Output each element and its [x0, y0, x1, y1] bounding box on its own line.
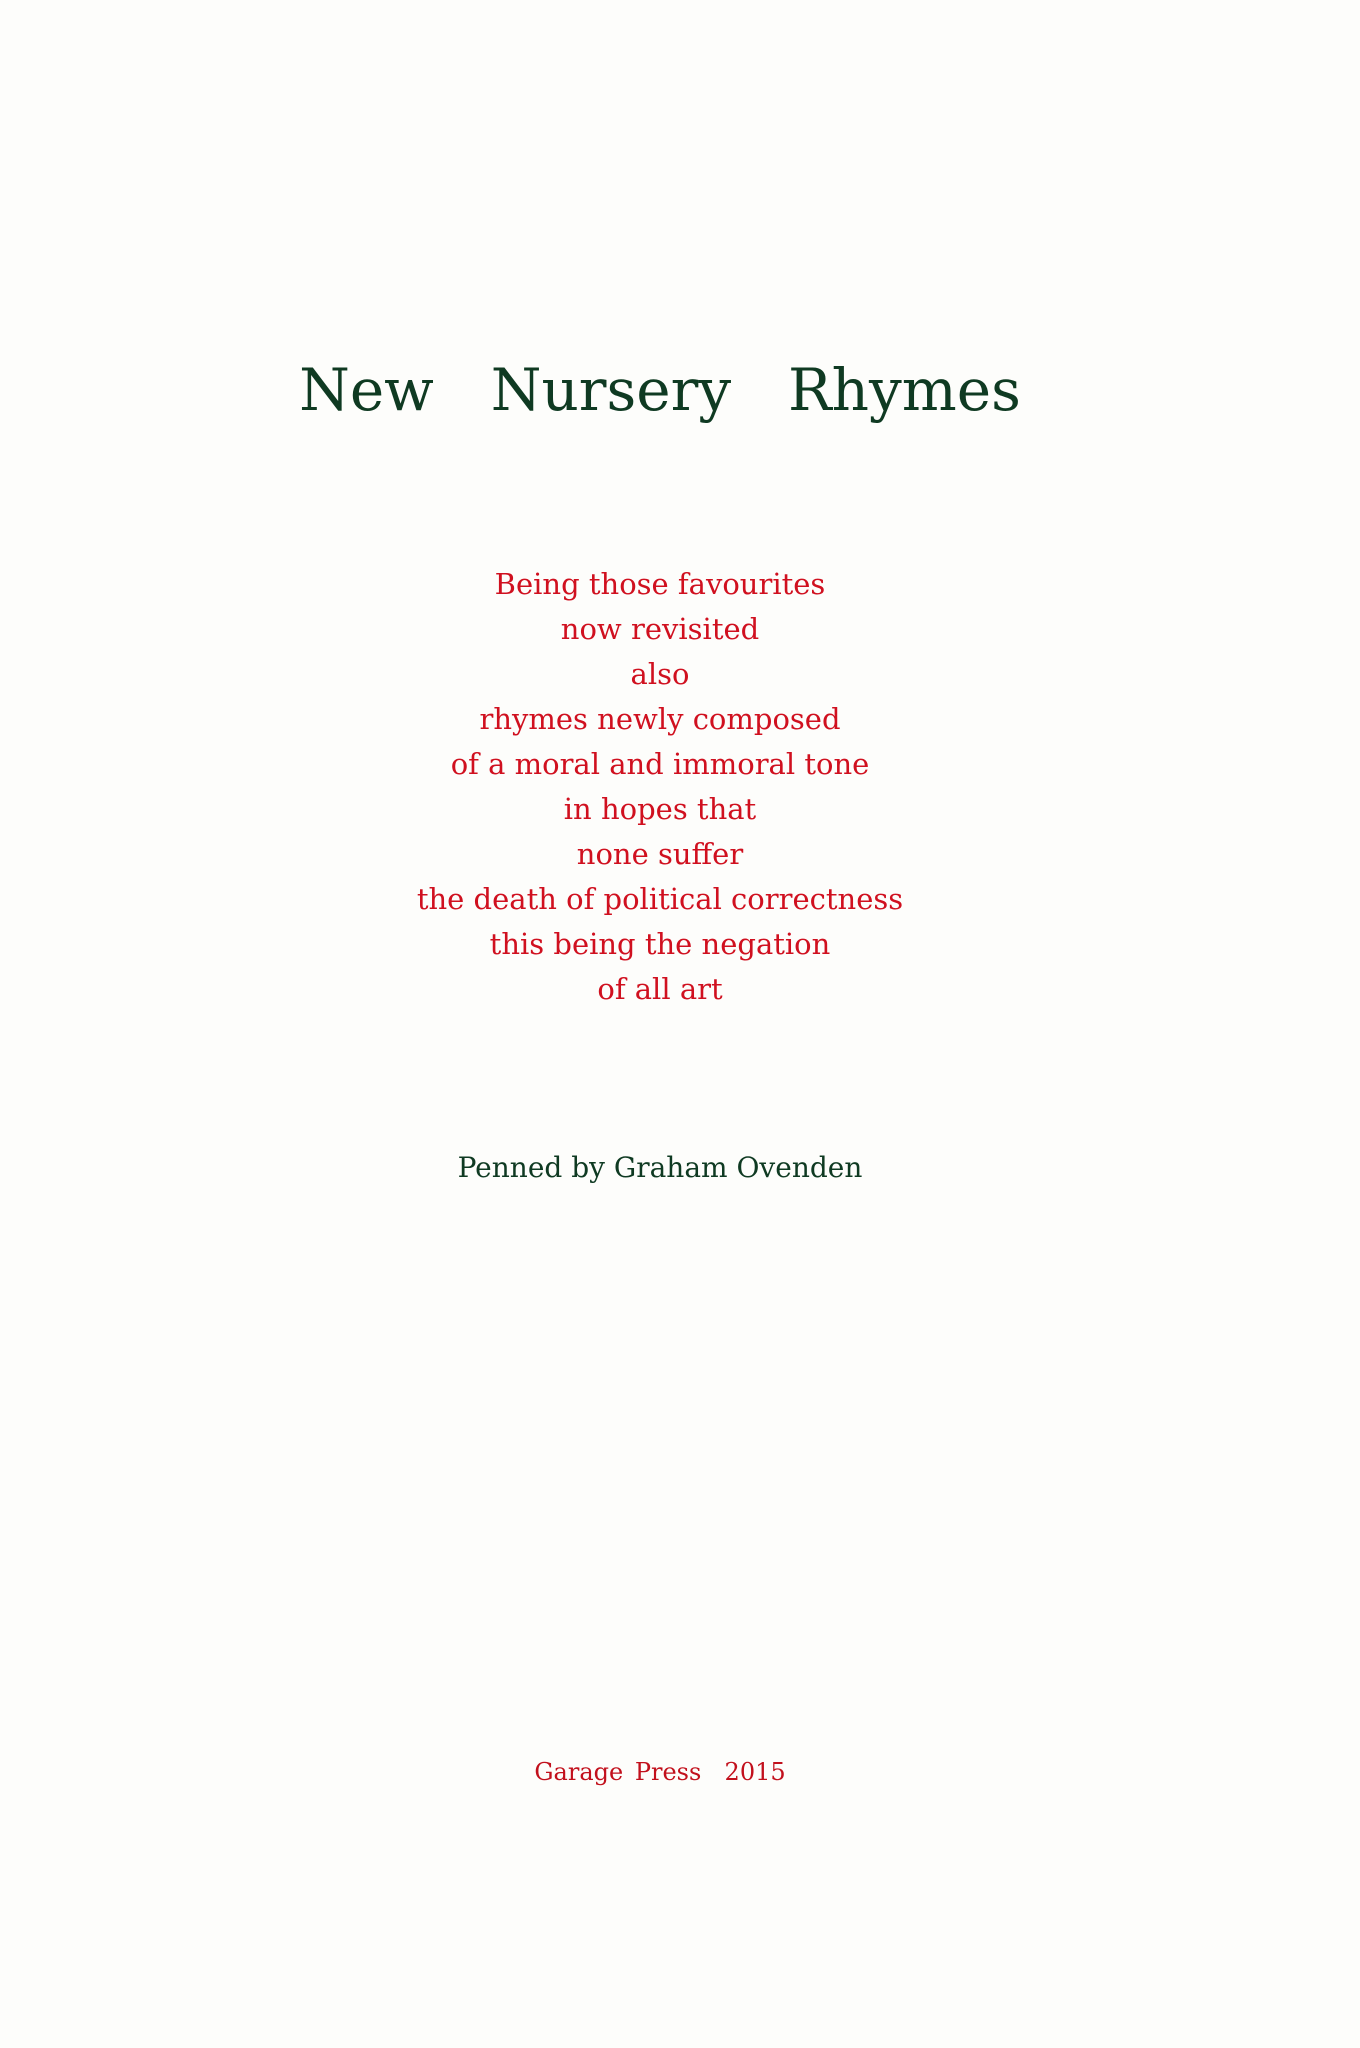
subtitle-verse [0, 562, 1320, 1012]
book-title: New Nursery Rhymes [299, 356, 1021, 424]
subtitle-line: of all art [597, 972, 723, 1006]
subtitle-line: the death of political correctness [416, 882, 904, 916]
subtitle-line: also [630, 657, 690, 691]
subtitle-line: none suffer [576, 837, 744, 871]
subtitle-line: Being those favourites [494, 567, 826, 601]
subtitle-line: now revisited [560, 612, 760, 646]
subtitle-line: of a moral and immoral tone [450, 747, 870, 781]
subtitle-line: rhymes newly composed [479, 702, 841, 736]
author-credit: Penned by Graham Ovenden [457, 1151, 863, 1184]
subtitle-line: in hopes that [563, 792, 757, 826]
subtitle-line: this being the negation [489, 927, 831, 961]
publisher-imprint: Garage Press 2015 [534, 1758, 786, 1786]
